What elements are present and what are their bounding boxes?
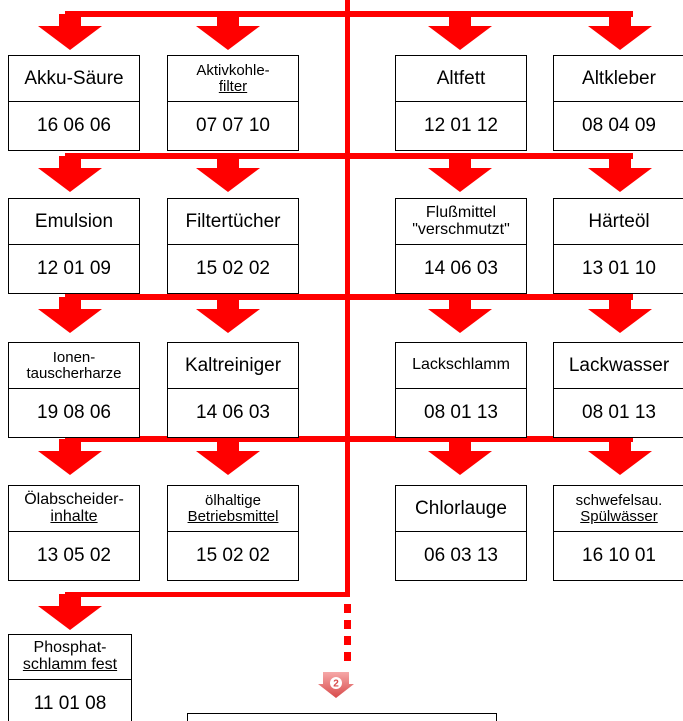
- continue-badge-icon[interactable]: [318, 672, 354, 698]
- waste-box-lackschlamm: [395, 342, 527, 438]
- down-arrow-icon: [38, 594, 102, 630]
- waste-name: Altfett: [436, 67, 486, 89]
- continue-badge-number: 2: [333, 678, 339, 690]
- waste-name: Phosphat- schlamm fest: [22, 639, 118, 673]
- waste-name: Emulsion: [34, 210, 114, 232]
- waste-name: Lackwasser: [568, 354, 670, 376]
- waste-name: Filtertücher: [185, 210, 281, 232]
- down-arrow-icon: [196, 297, 260, 333]
- waste-box-chlorlauge: [395, 485, 527, 581]
- waste-box-filtertuecher: [167, 198, 299, 294]
- waste-code: 08 01 13: [396, 388, 526, 437]
- waste-box-altkleber: [553, 55, 683, 151]
- waste-box-ionentauscherharze: [8, 342, 140, 438]
- waste-name: Aktivkohle- filter: [196, 61, 270, 95]
- waste-box-oelabscheiderinhalte: [8, 485, 140, 581]
- trunk-dotted: [344, 604, 351, 661]
- waste-code: 08 04 09: [554, 101, 683, 150]
- waste-code: 19 08 06: [9, 388, 139, 437]
- waste-name: schwefelsau. Spülwässer: [575, 491, 663, 525]
- down-arrow-icon: [588, 156, 652, 192]
- waste-code: 14 06 03: [396, 244, 526, 293]
- branch-row-5: [65, 592, 350, 597]
- waste-code: 14 06 03: [168, 388, 298, 437]
- waste-code: 13 05 02: [9, 531, 139, 580]
- down-arrow-icon: [196, 14, 260, 50]
- down-arrow-icon: [38, 439, 102, 475]
- waste-name: ölhaltige Betriebsmittel: [187, 491, 279, 525]
- waste-box-lackwasser: [553, 342, 683, 438]
- waste-name: Härteöl: [588, 210, 650, 232]
- waste-code: 16 10 01: [554, 531, 683, 580]
- waste-code: 11 01 08: [9, 679, 131, 721]
- down-arrow-icon: [588, 439, 652, 475]
- down-arrow-icon: [428, 439, 492, 475]
- down-arrow-icon: [588, 14, 652, 50]
- branch-row-4: [65, 436, 633, 442]
- down-arrow-icon: [196, 156, 260, 192]
- waste-code: 15 02 02: [168, 531, 298, 580]
- waste-code: 13 01 10: [554, 244, 683, 293]
- waste-box-flussmittel: [395, 198, 527, 294]
- waste-name: Chlorlauge: [415, 497, 507, 519]
- waste-name: Kaltreiniger: [184, 354, 282, 376]
- waste-box-oelhaltige-betriebsmittel: [167, 485, 299, 581]
- waste-box-kaltreiniger: [167, 342, 299, 438]
- down-arrow-icon: [428, 297, 492, 333]
- waste-name: Altkleber: [582, 67, 656, 89]
- down-arrow-icon: [38, 156, 102, 192]
- next-section-box: [187, 713, 497, 721]
- branch-row-1: [65, 11, 633, 17]
- waste-box-altfett: [395, 55, 527, 151]
- down-arrow-icon: [588, 297, 652, 333]
- waste-code: 07 07 10: [168, 101, 298, 150]
- waste-name: Akku-Säure: [24, 67, 124, 89]
- down-arrow-icon: [196, 439, 260, 475]
- waste-box-emulsion: [8, 198, 140, 294]
- waste-code: 12 01 12: [396, 101, 526, 150]
- down-arrow-icon: [38, 297, 102, 333]
- waste-box-akku-saeure: [8, 55, 140, 151]
- waste-box-aktivkohlefilter: [167, 55, 299, 151]
- waste-code: 16 06 06: [9, 101, 139, 150]
- down-arrow-icon: [428, 14, 492, 50]
- waste-box-schwefelsaure-spuelwaesser: [553, 485, 683, 581]
- branch-row-3: [65, 294, 633, 300]
- waste-name: Ionen- tauscherharze: [26, 348, 122, 382]
- down-arrow-icon: [38, 14, 102, 50]
- waste-box-haerteoel: [553, 198, 683, 294]
- down-arrow-icon: [428, 156, 492, 192]
- waste-code: 15 02 02: [168, 244, 298, 293]
- waste-code: 06 03 13: [396, 531, 526, 580]
- waste-name: Flußmittel "verschmutzt": [412, 203, 510, 238]
- waste-name: Lackschlamm: [412, 356, 510, 374]
- waste-code: 08 01 13: [554, 388, 683, 437]
- waste-box-phosphatschlamm: [8, 634, 132, 721]
- waste-code: 12 01 09: [9, 244, 139, 293]
- branch-row-2: [65, 153, 633, 159]
- waste-name: Ölabscheider- inhalte: [24, 490, 124, 525]
